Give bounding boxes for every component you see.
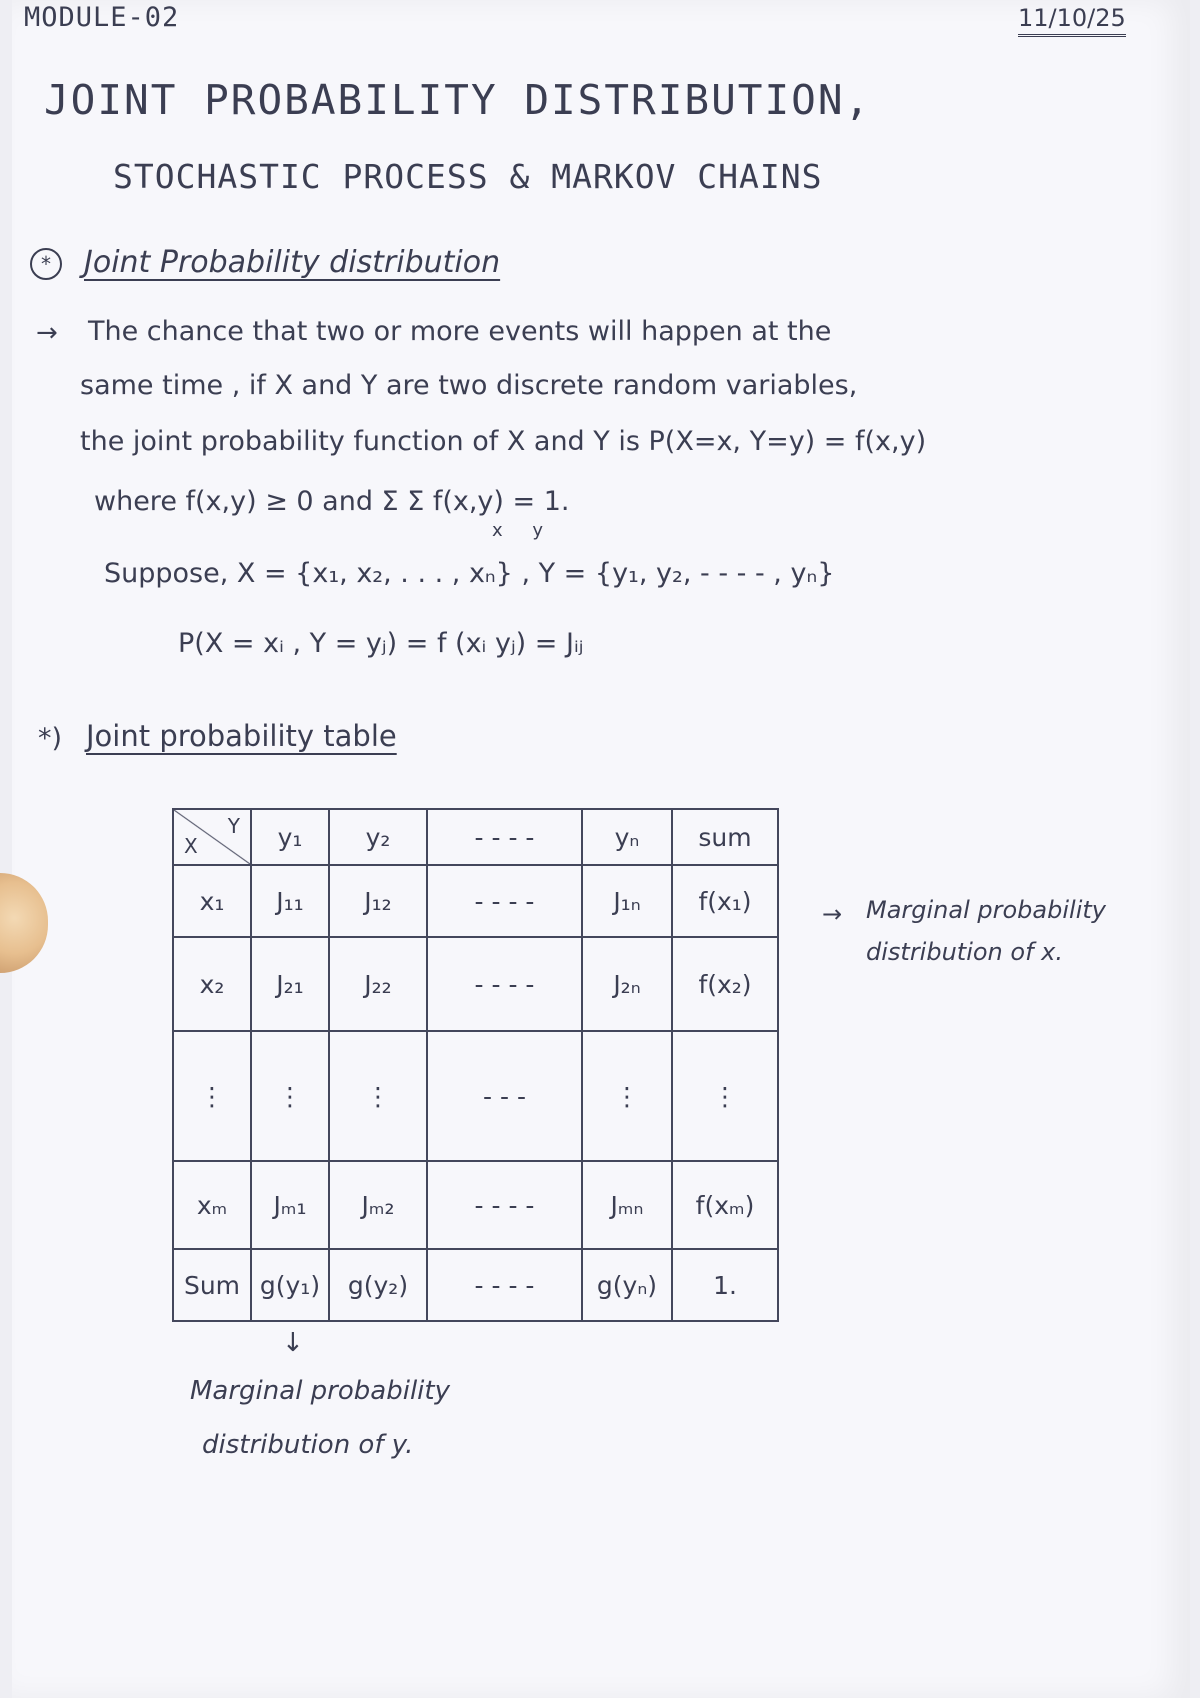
table-cell: f(x₁)	[672, 865, 778, 937]
note-arrow-icon: →	[822, 900, 843, 928]
joint-formula: P(X = xᵢ , Y = yⱼ) = f (xᵢ yⱼ) = Jᵢⱼ	[178, 628, 584, 659]
right-arrow-icon: →	[36, 318, 58, 348]
body-line-1: The chance that two or more events will happen at the	[88, 316, 832, 347]
section2-heading: Joint probability table	[86, 719, 397, 753]
module-label: MODULE-02	[24, 2, 180, 33]
row-label: x₁	[173, 865, 251, 937]
table-cell: f(x₂)	[672, 937, 778, 1031]
marginal-x-note-2: distribution of x.	[866, 938, 1063, 966]
row-label: x₂	[173, 937, 251, 1031]
table-cell: ⋮	[672, 1031, 778, 1161]
title-line-1: JOINT PROBABILITY DISTRIBUTION,	[44, 76, 872, 124]
col-header: - - - -	[427, 809, 582, 865]
col-header: yₙ	[582, 809, 672, 865]
sum-subscripts: x y	[492, 520, 556, 541]
table-cell: ⋮	[329, 1031, 427, 1161]
marginal-y-note-2: distribution of y.	[202, 1430, 414, 1460]
table-cell: - - -	[427, 1031, 582, 1161]
joint-probability-table	[172, 808, 779, 1322]
body-line-4: where f(x,y) ≥ 0 and Σ Σ f(x,y) = 1.	[94, 486, 570, 517]
table-cell: J₂ₙ	[582, 937, 672, 1031]
table-row	[173, 865, 778, 937]
suppose-line: Suppose, X = {x₁, x₂, . . . , xₙ} , Y = {y₁, y₂, - - - - , yₙ}	[104, 558, 835, 589]
row-label: xₘ	[173, 1161, 251, 1249]
table-cell: J₂₁	[251, 937, 329, 1031]
table-cell: - - - -	[427, 1161, 582, 1249]
down-arrow-icon: ↓	[282, 1328, 304, 1358]
row-label: ⋮	[173, 1031, 251, 1161]
table-cell: f(xₘ)	[672, 1161, 778, 1249]
body-line-2: same time , if X and Y are two discrete random variables,	[80, 370, 858, 401]
marginal-x-note-1: Marginal probability	[866, 896, 1106, 924]
col-header: y₂	[329, 809, 427, 865]
table-cell: 1.	[672, 1249, 778, 1321]
corner-y-label: Y	[227, 814, 240, 838]
table-cell: g(yₙ)	[582, 1249, 672, 1321]
date-label: 11/10/25	[1018, 6, 1126, 37]
table-cell: ⋮	[251, 1031, 329, 1161]
row-label: Sum	[173, 1249, 251, 1321]
marginal-y-note-1: Marginal probability	[190, 1376, 450, 1406]
table-cell: - - - -	[427, 937, 582, 1031]
col-header: y₁	[251, 809, 329, 865]
section2-bullet: *)	[38, 723, 63, 754]
asterisk-icon: *	[30, 248, 62, 280]
section1-bullet	[30, 248, 62, 280]
table-cell: Jₘₙ	[582, 1161, 672, 1249]
table-row	[173, 1161, 778, 1249]
corner-x-label: X	[184, 834, 198, 858]
section1-heading: Joint Probability distribution	[84, 245, 501, 280]
table-cell: g(y₂)	[329, 1249, 427, 1321]
title-line-2: STOCHASTIC PROCESS & MARKOV CHAINS	[113, 157, 823, 196]
table-sum-row	[173, 1249, 778, 1321]
table-cell: - - - -	[427, 1249, 582, 1321]
table-cell: Jₘ₁	[251, 1161, 329, 1249]
table-cell: J₂₂	[329, 937, 427, 1031]
table-cell: Jₘ₂	[329, 1161, 427, 1249]
col-header: sum	[672, 809, 778, 865]
table-cell: - - - -	[427, 865, 582, 937]
table-header-row	[173, 809, 778, 865]
table-cell: ⋮	[582, 1031, 672, 1161]
table-cell: J₁₁	[251, 865, 329, 937]
corner-cell	[173, 809, 251, 865]
table-cell: g(y₁)	[251, 1249, 329, 1321]
body-line-3: the joint probability function of X and Y is P(X=x, Y=y) = f(x,y)	[80, 426, 927, 457]
table-row	[173, 1031, 778, 1161]
table-cell: J₁ₙ	[582, 865, 672, 937]
table-row	[173, 937, 778, 1031]
table-cell: J₁₂	[329, 865, 427, 937]
